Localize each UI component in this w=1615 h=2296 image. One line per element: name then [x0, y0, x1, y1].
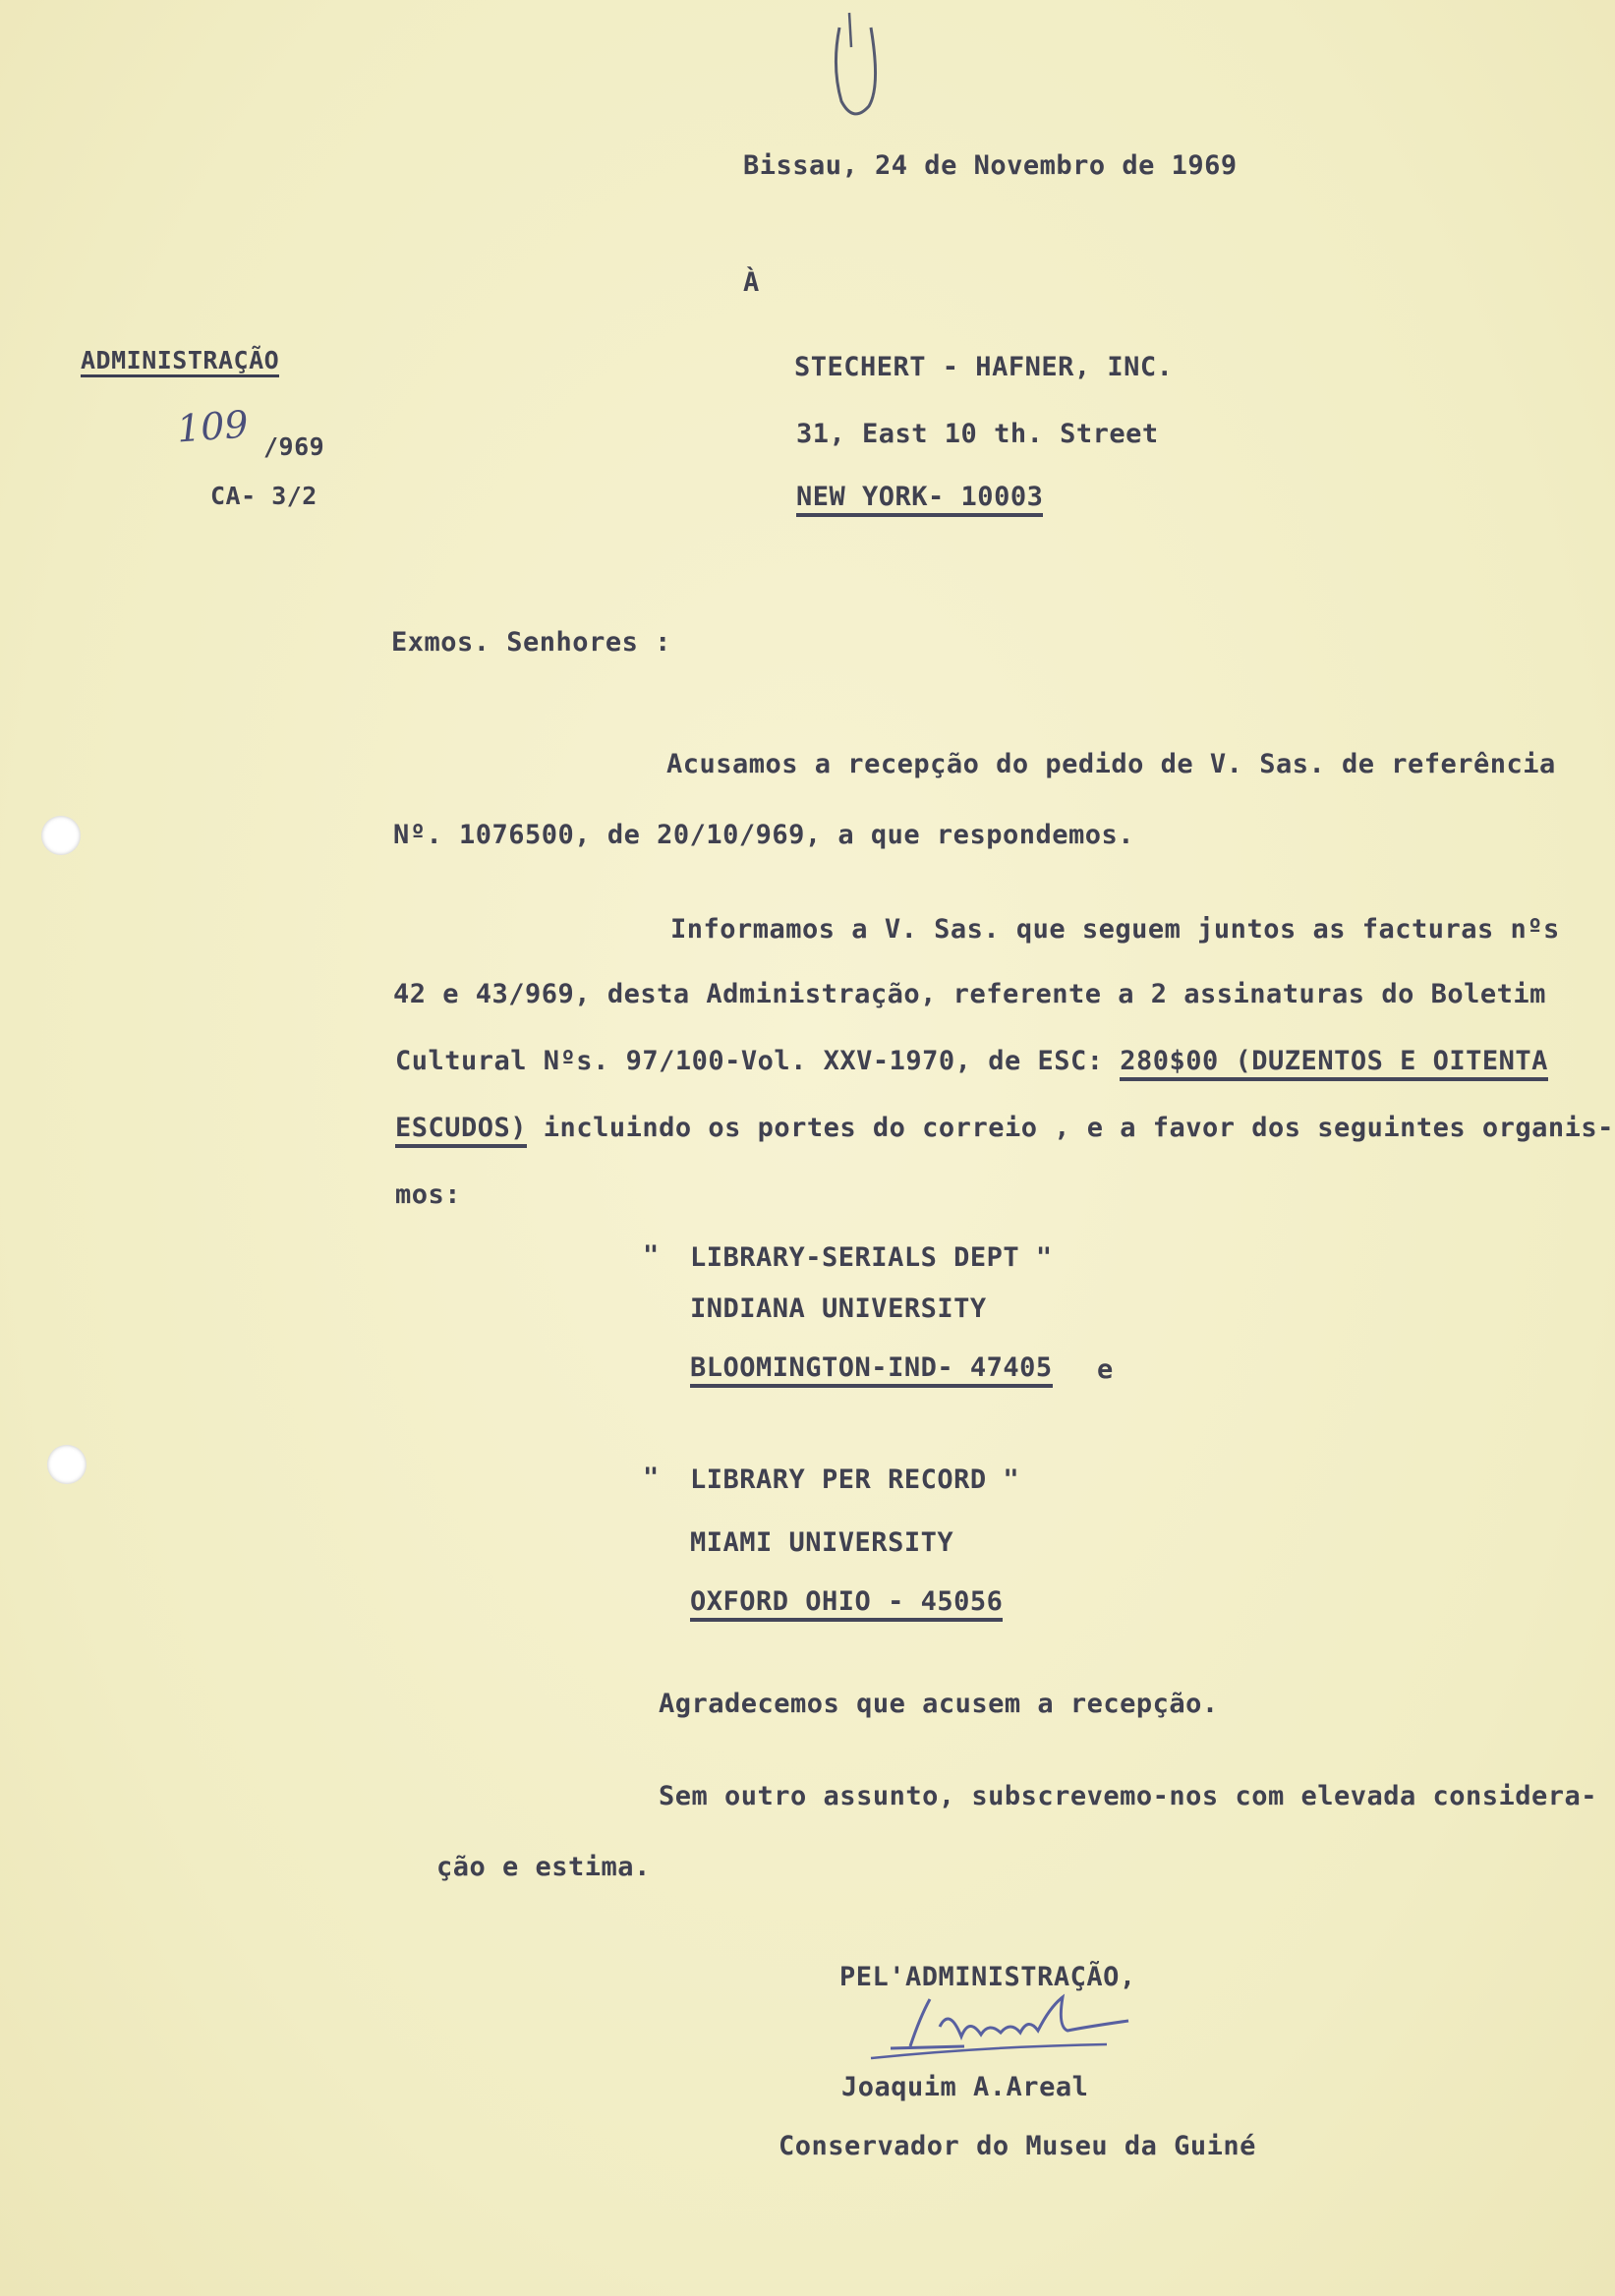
handwritten-signature	[871, 1987, 1146, 2066]
paragraph2-line4-text: incluindo os portes do correio , e a favor dos seguintes organis-	[527, 1113, 1614, 1143]
to-marker: À	[743, 267, 760, 298]
paragraph2-line3	[395, 1046, 1548, 1076]
closing-thanks: Agradecemos que acusem a recepção.	[659, 1689, 1219, 1719]
signature-on-behalf: PEL'ADMINISTRAÇÃO,	[839, 1962, 1136, 1992]
paragraph2-line2: 42 e 43/969, desta Administração, referente a 2 assinaturas do Boletim	[393, 979, 1546, 1009]
paragraph2-line1: Informamos a V. Sas. que seguem juntos as facturas nºs	[670, 914, 1560, 945]
paragraph1-line1: Acusamos a recepção do pedido de V. Sas. de referência	[666, 749, 1556, 779]
address1-suffix: e	[1097, 1354, 1114, 1385]
paragraph1-line2: Nº. 1076500, de 20/10/969, a que respondemos.	[393, 820, 1134, 850]
paragraph2-line4	[395, 1113, 1614, 1143]
closing-line1: Sem outro assunto, subscrevemo-nos com elevada considera-	[659, 1781, 1598, 1811]
address2-line1: LIBRARY PER RECORD "	[690, 1464, 1020, 1495]
address1-line2: INDIANA UNIVERSITY	[690, 1293, 987, 1324]
staple-mark	[822, 8, 891, 126]
address1-line3: BLOOMINGTON-IND- 47405	[690, 1352, 1053, 1388]
address1-line1: LIBRARY-SERIALS DEPT "	[690, 1242, 1053, 1273]
department-heading: ADMINISTRAÇÃO	[81, 346, 279, 377]
recipient-name: STECHERT - HAFNER, INC.	[794, 352, 1174, 382]
amount-text: 280$00 (DUZENTOS E OITENTA	[1120, 1046, 1548, 1081]
signatory-title: Conservador do Museu da Guiné	[779, 2131, 1256, 2161]
paragraph2-line5: mos:	[395, 1179, 462, 1210]
ref-code: CA- 3/2	[210, 482, 317, 510]
salutation: Exmos. Senhores :	[391, 627, 671, 658]
address2-line3: OXFORD OHIO - 45056	[690, 1586, 1003, 1622]
address2-quote: "	[643, 1463, 660, 1493]
date-line: Bissau, 24 de Novembro de 1969	[743, 150, 1238, 181]
closing-line2: ção e estima.	[436, 1852, 651, 1882]
handwritten-ref-number: 109	[175, 402, 250, 451]
address2-line2: MIAMI UNIVERSITY	[690, 1527, 954, 1558]
recipient-city: NEW YORK- 10003	[796, 482, 1043, 517]
punch-hole-top	[41, 816, 81, 855]
signatory-name: Joaquim A.Areal	[841, 2072, 1089, 2102]
amount-text-cont: ESCUDOS)	[395, 1113, 527, 1148]
address1-quote: "	[643, 1240, 660, 1271]
paragraph2-line3-text: Cultural Nºs. 97/100-Vol. XXV-1970, de ESC:	[395, 1046, 1121, 1076]
ref-year: /969	[263, 432, 325, 461]
recipient-street: 31, East 10 th. Street	[796, 419, 1159, 449]
punch-hole-bottom	[47, 1445, 87, 1484]
